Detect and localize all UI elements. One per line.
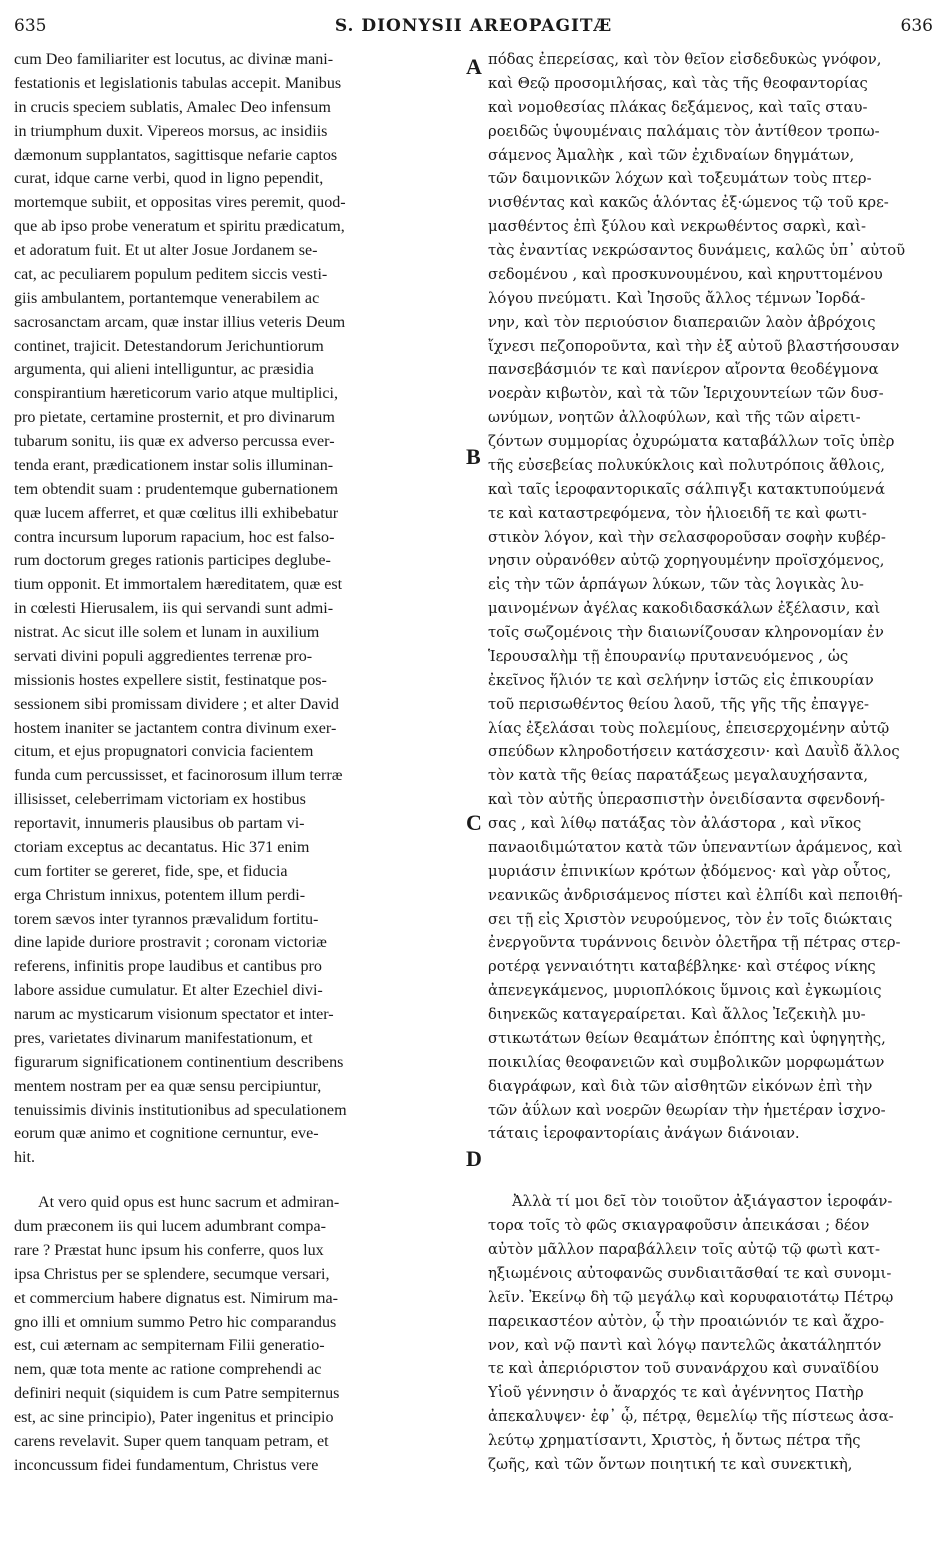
margin-marker-b: B: [466, 444, 481, 469]
text-line: dine lapide duriore prostravit ; coronam victoriæ: [14, 934, 327, 952]
text-line: λεῖν. Ἐκείνῳ δὴ τῷ μεγάλῳ καὶ κορυφαιοτάτῳ Πέτρῳ: [488, 1288, 894, 1306]
text-line: Ἱερουσαλὴμ τῇ ἐπουρανίῳ πρυτανευόμενος , ὡς: [488, 647, 849, 665]
text-line: διαγράφων, καὶ διὰ τῶν αἰσθητῶν εἰκόνων ἐπὶ τὴν: [488, 1077, 873, 1095]
text-line: μασθέντος ἐπὶ ξύλου καὶ νεκρωθέντος σαρκὶ, καὶ-: [488, 218, 867, 236]
text-line: tem obtendit suam : prudentemque gubernationem: [14, 480, 339, 498]
left-page-number: 635: [14, 16, 47, 36]
text-line: quæ lucem afferret, et quæ cœlitus illi exhibebatur: [14, 504, 339, 522]
greek-paragraph: [488, 48, 934, 1146]
text-line: σας , καὶ λίθῳ πατάξας τὸν ἀλάστορα , καὶ νῖκος: [488, 815, 862, 832]
text-line: cum Deo familiariter est locutus, ac divinæ mani-: [14, 51, 334, 68]
text-line: definiri nequit (siquidem is cum Patre sempiternus: [14, 1385, 340, 1403]
text-line: τε καὶ καταστρεφόμενα, τὸν ἡλιοειδῆ τε καὶ φωτι-: [488, 504, 867, 522]
text-line: τάταις ἱεροφαντορίαις ἀνάγων διάνοιαν.: [488, 1125, 800, 1143]
text-line: ἐκεῖνος ἥλιόν τε καὶ σελήνην ἱστῶς εἰς ἐπικουρίαν: [488, 671, 874, 689]
text-line: διηνεκῶς καταγεραίρεται. Καὶ ἄλλος Ἰεζεκιὴλ μυ-: [488, 1006, 866, 1023]
text-line: nistrat. Ac sicut ille solem et lunam in auxilium: [14, 624, 320, 641]
text-line: est, ac sine principio), Pater ingenitus et principio: [14, 1409, 334, 1426]
text-line: στικωτάτων θείων θεαμάτων ἐπόπτης καὶ ὑφηγητὴς,: [488, 1029, 886, 1047]
text-line: τοῦ περισωθέντος θείου λαοῦ, τῆς γῆς τῆς ἐπαγγε-: [488, 695, 869, 713]
text-line: νον, καὶ νῷ παντὶ καὶ λόγῳ παντελῶς ἀκατάληπτόν: [488, 1336, 882, 1354]
text-line: νοερὰν κιβωτὸν, καὶ τὰ τῶν Ἱεριχουντείων τῶν δυσ-: [488, 385, 884, 403]
margin-marker-a: A: [466, 54, 482, 79]
text-line: μαινομένων ἀγέλας κακοδιδασκάλων ἐξέλασιν, καὶ: [488, 600, 881, 618]
text-line: festationis et legislationis tabulas accepit. Manibus: [14, 74, 342, 92]
text-line: νην, καὶ τὸν περιούσιον διαπεραιῶν λαὸν ἀβρόχοις: [488, 313, 876, 331]
text-line: curat, idque carne verbi, quod in ligno pependit,: [14, 170, 324, 188]
text-line: τοῖς σωζομένοις τὴν διαιωνίζουσαν κληρονομίαν ἐν: [488, 624, 884, 641]
text-line: mentem nostram per ea quæ sensu percipiuntur,: [14, 1077, 322, 1095]
text-line: Υἱοῦ γέννησιν ὁ ἄναρχός τε καὶ ἀγέννητος Πατὴρ: [488, 1384, 864, 1402]
text-line: eorum quæ animo et cognitione cernuntur, eve-: [14, 1125, 319, 1143]
text-line: rum doctorum greges rationis participes deglube-: [14, 552, 331, 570]
text-line: reportavit, innumeris plausibus ob partam vi-: [14, 815, 305, 832]
text-line: ποικιλίας θεοφανειῶν καὶ συμβολικῶν μορφωμάτων: [488, 1053, 885, 1071]
text-line: ωνύμων, νοητῶν ἀλλοφύλων, καὶ τῆς τῶν αἱρετι-: [488, 409, 861, 427]
text-line: πανσεβάσμιόν τε καὶ πανίερον αἴροντα θεοδέγμονα: [488, 361, 879, 379]
text-line: μυριάσιν ἐπινικίων κρότων ᾀδόμενος· καὶ γὰρ οὗτος,: [488, 862, 892, 880]
text-line: νεανικῶς ἀνδρισάμενος πίστει καὶ ἐλπίδι καὶ πεποιθή-: [488, 886, 903, 904]
text-line: τορα τοῖς τὸ φῶς σκιαγραφοῦσιν ἀπεικάσαι ; δέον: [488, 1217, 870, 1235]
text-line: gno illi et omnium summo Petro hic comparandus: [14, 1313, 337, 1331]
text-line: tubarum sonitu, iis quæ ex adverso percussa ever-: [14, 433, 335, 450]
text-line: illisisset, celeberrimam victoriam ex hostibus: [14, 791, 306, 809]
text-line: λίας ἐξελάσαι τοὺς πολεμίους, ἐπεισερχομένην αὐτῷ: [488, 719, 890, 737]
text-line: ζόντων συμμορίας ὀχυρώματα καταβάλλων τοῖς ὑπὲρ: [488, 433, 895, 450]
text-line: sessionem sibi promissam dividere ; et alter David: [14, 695, 339, 713]
text-line: νησιν οὐρανόθεν αὐτῷ χορηγουμένην προϊσχόμενος,: [488, 552, 885, 570]
text-line: labore assidue cumulatur. Et alter Ezechiel divi-: [14, 982, 323, 1000]
text-line: citum, et ejus propugnatori convicia facientem: [14, 743, 314, 761]
right-page-number: 636: [900, 16, 933, 36]
text-line: que ab ipso probe veneratum et spiritu prædicatum,: [14, 218, 345, 236]
text-line: καὶ Θεῷ προσομιλήσας, καὶ τὰς τῆς θεοφαντορίας: [488, 74, 868, 92]
text-line: nem, quæ tota mente ac ratione comprehendi ac: [14, 1361, 322, 1379]
text-line: σάμενος Ἀμαλὴκ , καὶ τῶν ἐχιδναίων δηγμάτων,: [488, 146, 855, 164]
text-line: καὶ νομοθεσίας πλάκας δεξάμενος, καὶ ταῖς σταυ-: [488, 98, 868, 116]
text-line: funda cum percussisset, et facinorosum illum terræ: [14, 767, 343, 785]
text-line: torem sævos inter tyrannos prævalidum fortitu-: [14, 910, 319, 928]
greek-paragraph: [488, 1190, 934, 1477]
text-line: εἰς τὴν τῶν ἁρπάγων λύκων, τῶν τὰς λογικὰς λυ-: [488, 576, 864, 594]
text-line: αὐτὸν μᾶλλον παραβάλλειν τοῖς αὐτῷ τῷ φωτὶ κατ-: [488, 1241, 880, 1258]
text-line: continet, trajicit. Detestandorum Jerichuntiorum: [14, 337, 324, 355]
text-line: τὰς ἐναντίας νεκρώσαντος δυνάμεις, καλῶς ὑπ᾽ αὐτοῦ: [488, 242, 906, 259]
paragraph-gap: [488, 1146, 934, 1190]
text-line: ηξιωμένοις αὐτοφανῶς συνδιαιτᾶσθαί τε καὶ συνομι-: [488, 1264, 892, 1282]
text-line: in crucis speciem sublatis, Amalec Deo infensum: [14, 98, 331, 116]
greek-column: [488, 48, 934, 1477]
text-line: σεδομένου , καὶ προσκυνουμένου, καὶ κηρυττομένου: [488, 265, 883, 283]
text-line: giis ambulantem, portantemque venerabilem ac: [14, 289, 320, 307]
text-line: νισθέντας καὶ κακῶς ἁλόντας ἐξ·ώμενος τῷ τοῦ κρε-: [488, 194, 889, 212]
text-line: Ἀλλὰ τί μοι δεῖ τὸν τοιοῦτον ἀξιάγαστον ἱεροφάν-: [512, 1193, 893, 1211]
text-line: ἐνεργοῦντα τυράννοις δεινὸν ὀλετῆρα τῇ πέτρας στερ-: [488, 934, 901, 952]
text-line: missionis hostes expellere sistit, festinatque pos-: [14, 671, 327, 689]
text-line: ἴχνεσι πεζοποροῦντα, καὶ τὴν ἐξ αὐτοῦ βλαστήσουσαν: [488, 337, 900, 355]
text-line: cat, ac peculiarem populum peditem siccis vesti-: [14, 265, 328, 283]
text-line: carens revelavit. Super quem tanquam petram, et: [14, 1432, 329, 1450]
margin-marker-d: D: [466, 1146, 482, 1171]
text-line: referens, infinitis prope laudibus et cantibus pro: [14, 958, 322, 976]
text-line: σει τῇ εἰς Χριστὸν νευρούμενος, τὸν ἐν τοῖς διώκταις: [488, 910, 893, 928]
text-line: pro pietate, certamine prosternit, et pro divinarum: [14, 409, 335, 427]
text-line: ctoriam exceptus ac decantatus. Hic 371 enim: [14, 838, 310, 856]
text-line: servati divini populi aggredientes terrenæ pro-: [14, 647, 313, 665]
text-line: πανaοιδιμώτατον κατὰ τῶν ὑπεναντίων ἀράμενος, καὶ: [488, 838, 903, 856]
latin-paragraph: [14, 48, 461, 1170]
text-line: in triumphum duxit. Vipereos morsus, ac insidiis: [14, 122, 328, 140]
text-line: τὸν κατὰ τῆς θείας παρατάξεως μεγαλαυχήσαντα,: [488, 767, 869, 785]
text-line: τῆς εὐσεβείας πολυκύκλοις καὶ πολυτρόποις ἄθλοις,: [488, 456, 886, 474]
text-line: στικὸν λόγον, καὶ τὴν σελασφοροῦσαν σοφὴν κυβέρ-: [488, 528, 886, 546]
text-line: rare ? Præstat hunc ipsum his conferre, quos lux: [14, 1241, 324, 1259]
text-line: καὶ ταῖς ἱεροφαντορικαῖς σάλπιγξι κατακτυπούμενά: [488, 480, 886, 498]
text-line: τε καὶ ἀπεριόριστον τοῦ συνανάρχου καὶ συναϊδίου: [488, 1360, 879, 1378]
paragraph-gap: [14, 1170, 461, 1191]
text-line: tenda erant, prædicationem instar solis illuminan-: [14, 456, 334, 474]
text-line: dæmonum supplantatos, sagittisque nefarie captos: [14, 146, 338, 164]
text-line: dum præconem iis qui lucem adumbrant compa-: [14, 1218, 326, 1235]
text-line: et adoratum fuit. Et ut alter Josue Jordanem se-: [14, 242, 318, 259]
latin-column: [14, 48, 461, 1478]
text-line: contra incursum luporum rapacium, hoc est falso-: [14, 528, 335, 546]
running-title: S. DIONYSII AREOPAGITÆ: [334, 16, 613, 36]
text-line: ζωῆς, καὶ τῶν ὄντων ποιητική τε καὶ συνεκτικὴ,: [488, 1455, 853, 1473]
text-line: et commercium habere dignatus est. Nimirum ma-: [14, 1289, 339, 1307]
text-line: narum ac mysticarum visionum spectator et inter-: [14, 1006, 334, 1023]
text-line: hostem inaniter se jactantem contra divinum exer-: [14, 719, 337, 737]
text-line: tium opponit. Et immortalem hæreditatem, quæ est: [14, 576, 343, 594]
text-line: σπεύδων κληροδοτήσειν κατάσχεσιν· καὶ Δαυῒδ ἄλλος: [488, 743, 900, 761]
text-line: ipsa Christus per se splendere, secumque versari,: [14, 1265, 330, 1283]
text-line: hit.: [14, 1149, 36, 1167]
text-line: figurarum significationem continentium describens: [14, 1053, 344, 1071]
page-header: [0, 0, 947, 44]
text-line: παρεικαστέον αὐτὸν, ᾧ τὴν προαιώνιόν τε καὶ ἄχρο-: [488, 1312, 885, 1330]
text-line: καὶ τὸν αὐτῆς ὑπερασπιστὴν ὀνειδίσαντα σφενδονή-: [488, 791, 885, 809]
text-line: τῶν ἀΰλων καὶ νοερῶν θεωρίαν τὴν ἡμετέραν ἰσχνο-: [488, 1101, 886, 1119]
text-line: est, cui æternam ac sempiternam Filii generatio-: [14, 1337, 325, 1355]
text-line: pres, varietates divinarum manifestationum, et: [14, 1029, 313, 1047]
text-line: in cœlesti Hierusalem, iis qui servandi sunt admi-: [14, 600, 334, 618]
text-line: ἀπενεγκάμενος, μυριοπλόκοις ὕμνοις καὶ ἐγκωμίοις: [488, 982, 882, 1000]
text-line: sacrosanctam arcam, quæ instar illius veteris Deum: [14, 313, 346, 331]
text-line: πόδας ἐπερείσας, καὶ τὸν θεῖον εἰσδεδυκὼς γνόφον,: [488, 51, 882, 68]
text-line: At vero quid opus est hunc sacrum et admiran-: [38, 1194, 340, 1212]
text-line: λόγου πνεύματι. Καὶ Ἰησοῦς ἄλλος τέμνων Ἰορδά-: [488, 289, 866, 307]
latin-paragraph: [14, 1191, 461, 1478]
text-line: ἀπεκαλυψεν· ἐφ᾽ ᾧ, πέτρᾳ, θεμελίῳ τῆς πίστεως ἀσα-: [488, 1408, 894, 1426]
text-line: tenuissimis divinis institutionibus ad speculationem: [14, 1101, 347, 1119]
text-line: conspirantium hæreticorum vario atque multiplici,: [14, 385, 339, 403]
text-line: mortemque subiit, et oppositas vires peremit, quod-: [14, 194, 346, 212]
text-line: λεύτῳ χρηματίσαντι, Χριστὸς, ἡ ὄντως πέτρα τῆς: [488, 1432, 861, 1449]
text-line: erga Christum innixus, potentem illum perdi-: [14, 886, 306, 904]
text-line: cum fortiter se gereret, fide, spe, et fiducia: [14, 862, 288, 880]
text-line: ροειδῶς ὑψουμέναις παλάμαις τὸν ἀντίθεον τροπω-: [488, 122, 880, 140]
text-line: ροτέρᾳ γενναιότητι καταβέβληκε· καὶ στέφος νίκης: [488, 958, 876, 976]
text-line: argumenta, qui alieni intelliguntur, ac præsidia: [14, 361, 314, 379]
margin-marker-c: C: [466, 810, 482, 835]
text-line: inconcussum fidei fundamentum, Christus vere: [14, 1456, 319, 1474]
text-line: τῶν δαιμονικῶν λόχων καὶ τοξευμάτων τοὺς πτερ-: [488, 170, 872, 188]
